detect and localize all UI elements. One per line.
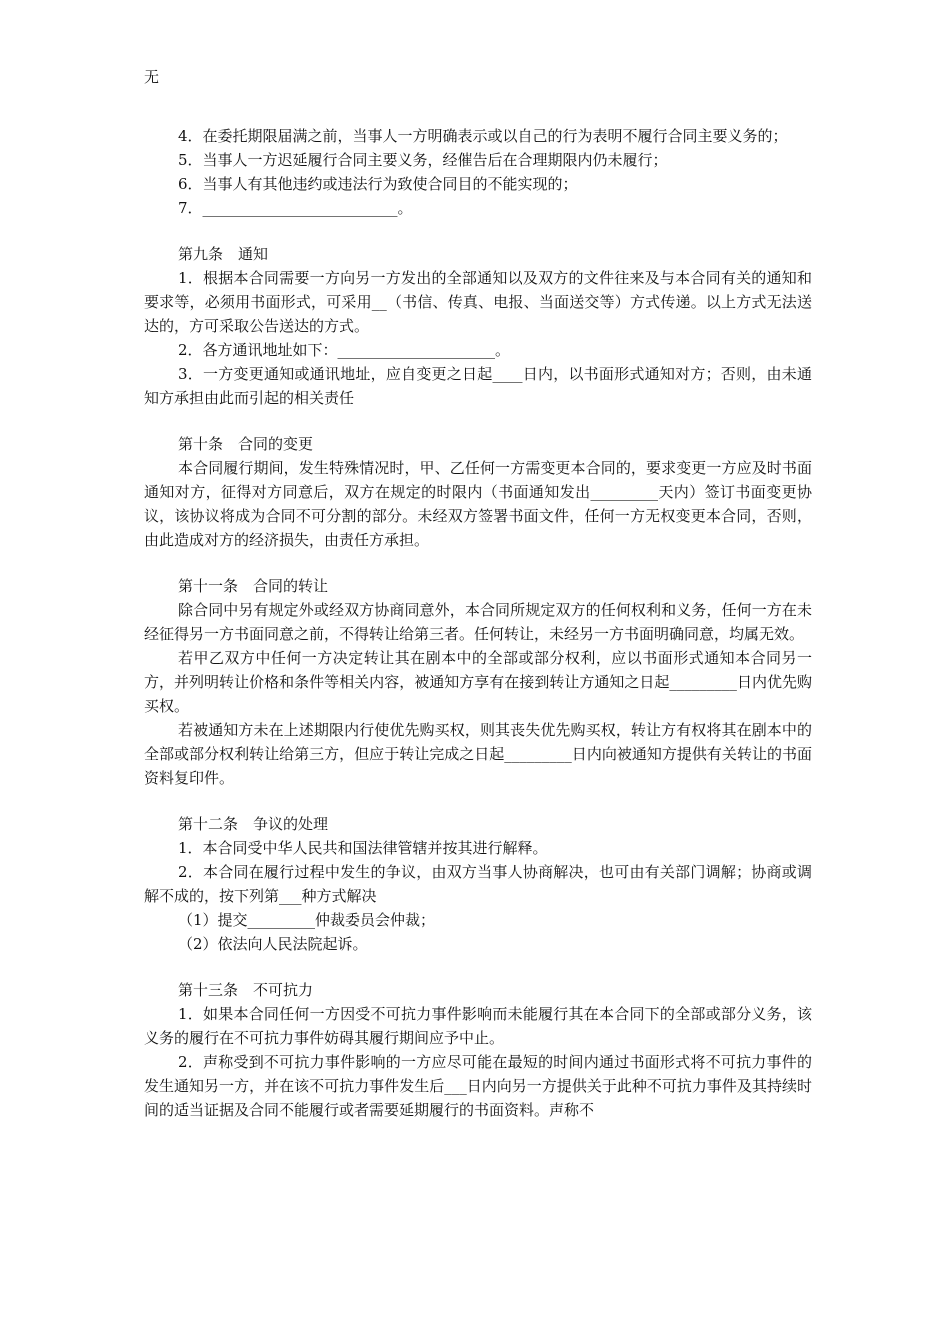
clause-item-6: 6．当事人有其他违约或违法行为致使合同目的不能实现的； bbox=[178, 175, 578, 193]
clause-item-5: 5．当事人一方迟延履行合同主要义务，经催告后在合理期限内仍未履行； bbox=[178, 151, 668, 169]
article-11-heading: 第十一条 合同的转让 bbox=[178, 577, 329, 595]
article-13-paragraph: 1．如果本合同任何一方因受不可抗力事件影响而未能履行其在本合同下的全部或部分义务，该义务的履行在不可抗力事件妨碍其履行期间应予中止。 bbox=[144, 1005, 812, 1047]
article-13-paragraph: 2．声称受到不可抗力事件影响的一方应尽可能在最短的时间内通过书面形式将不可抗力事件的发生通知另一方，并在该不可抗力事件发生后___日内向另一方提供关于此种不可抗力事件及其持续时间的适当证据及合同不能履行或者需要延期履行的书面资料。声称不 bbox=[144, 1053, 812, 1119]
article-9-paragraph: 3．一方变更通知或通讯地址，应自变更之日起____日内，以书面形式通知对方；否则，由未通知方承担由此而引起的相关责任 bbox=[144, 365, 812, 407]
article-10-paragraph: 本合同履行期间，发生特殊情况时，甲、乙任何一方需变更本合同的，要求变更一方应及时书面通知对方，征得对方同意后，双方在规定的时限内（书面通知发出_________天内）签订书面变更协议，该协议将成为合同不可分割的部分。未经双方签署书面文件，任何一方无权变更本合同，否则，由此造成对方的经济损失，由责任方承担。 bbox=[144, 459, 812, 549]
article-13-heading: 第十三条 不可抗力 bbox=[178, 981, 314, 999]
article-11-paragraph: 若甲乙双方中任何一方决定转让其在剧本中的全部或部分权利，应以书面形式通知本合同另一方，并列明转让价格和条件等相关内容，被通知方享有在接到转让方通知之日起_________日内优先购买权。 bbox=[144, 649, 812, 715]
article-12-heading: 第十二条 争议的处理 bbox=[178, 815, 329, 833]
document-body bbox=[144, 124, 812, 1122]
clause-item-7: 7．__________________________。 bbox=[178, 199, 413, 217]
article-12-paragraph: 2．本合同在履行过程中发生的争议，由双方当事人协商解决，也可由有关部门调解；协商或调解不成的，按下列第___种方式解决 bbox=[144, 863, 812, 905]
stray-text: 无 bbox=[144, 68, 160, 86]
article-12-option: （1）提交_________仲裁委员会仲裁； bbox=[178, 911, 436, 929]
article-11-paragraph: 若被通知方未在上述期限内行使优先购买权，则其丧失优先购买权，转让方有权将其在剧本中的全部或部分权利转让给第三方，但应于转让完成之日起_________日内向被通知方提供有关转让的书面资料复印件。 bbox=[144, 721, 812, 787]
article-9-heading: 第九条 通知 bbox=[178, 245, 269, 263]
clause-item-4: 4．在委托期限届满之前，当事人一方明确表示或以自己的行为表明不履行合同主要义务的； bbox=[178, 127, 788, 145]
article-11-paragraph: 除合同中另有规定外或经双方协商同意外，本合同所规定双方的任何权利和义务，任何一方在未经征得另一方书面同意之前，不得转让给第三者。任何转让，未经另一方书面明确同意，均属无效。 bbox=[144, 601, 812, 643]
article-9-paragraph: 1．根据本合同需要一方向另一方发出的全部通知以及双方的文件往来及与本合同有关的通知和要求等，必须用书面形式，可采用__（书信、传真、电报、当面送交等）方式传递。以上方式无法送达的，方可采取公告送达的方式。 bbox=[144, 269, 812, 335]
article-10-heading: 第十条 合同的变更 bbox=[178, 435, 314, 453]
article-9-paragraph: 2．各方通讯地址如下：_____________________。 bbox=[178, 341, 511, 359]
article-12-option: （2）依法向人民法院起诉。 bbox=[178, 935, 368, 953]
article-12-paragraph: 1．本合同受中华人民共和国法律管辖并按其进行解释。 bbox=[178, 839, 548, 857]
